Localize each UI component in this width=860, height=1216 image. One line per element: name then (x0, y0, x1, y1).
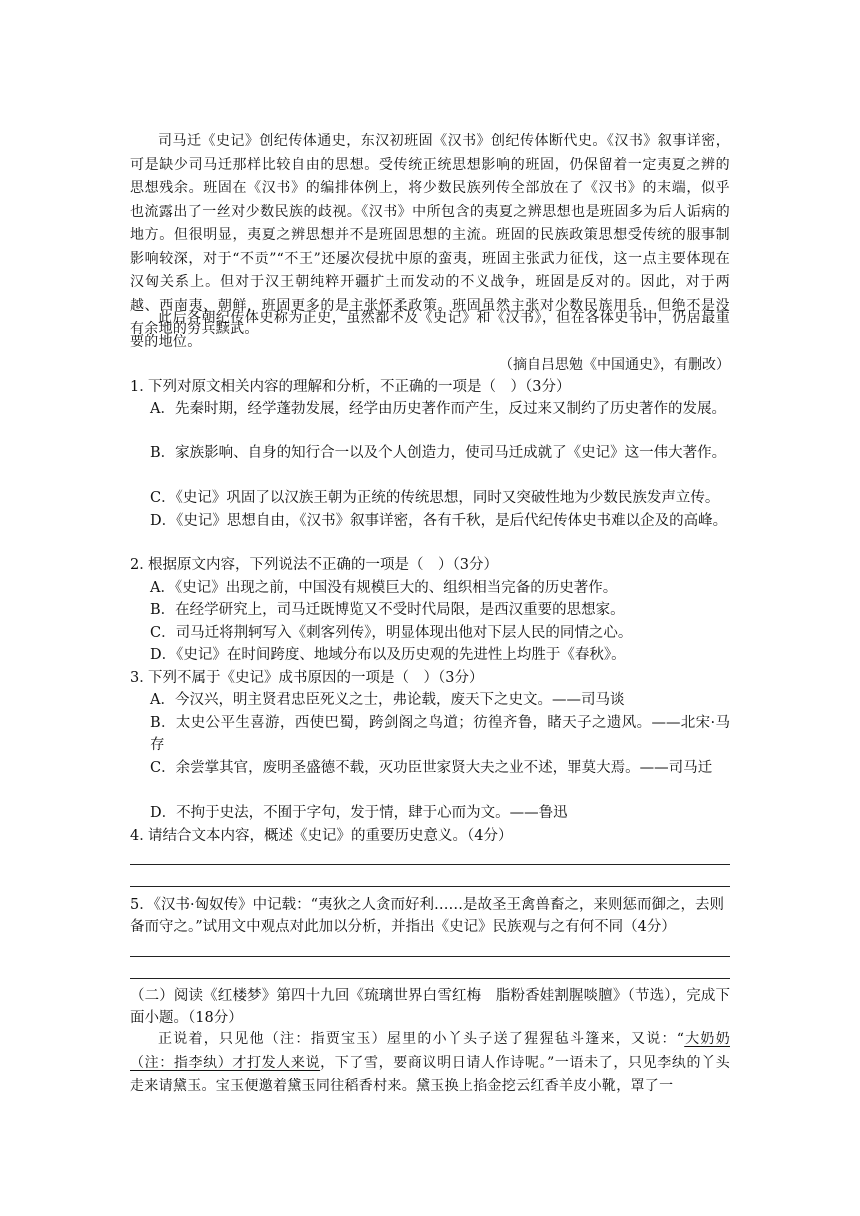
q2-option-d: D．《史记》在时间跨度、地域分布以及历史观的先进性上均胜于《春秋》。 (150, 647, 626, 663)
paragraph-text: ，下了雪，要商议明日请人作诗呢。”一语未了，只见李纨的丫头走来请黛玉。宝玉便邀着黛玉同往稻香村来。黛玉换上掐金挖云红香羊皮小靴，罩了一 (130, 1054, 731, 1094)
question-stem: 《汉书·匈奴传》中记载：“夷狄之人贪而好利……是故圣王禽兽畜之，来则惩而御之，去则备而守之。”试用文中观点对此加以分析，并指出《史记》民族观与之有何不同（4分） (130, 897, 725, 935)
q3-option-b: B．太史公平生喜游，西使巴蜀，跨剑阁之鸟道；彷徨齐鲁，睹天子之遗风。——北宋·马存 (150, 715, 730, 753)
question-4 (130, 825, 730, 847)
q2-option-a: A．《史记》出现之前，中国没有规模巨大的、组织相当完备的历史著作。 (150, 580, 618, 596)
q3-option-c: C．余尝掌其官，废明圣盛德不载，灭功臣世家贤大夫之业不述，罪莫大焉。——司马迁 (150, 760, 713, 776)
answer-line[interactable] (130, 886, 730, 887)
passage-paragraph-1: 司马迁《史记》创纪传体通史，东汉初班固《汉书》创纪传体断代史。《汉书》叙事详密，可是缺少司马迁那样比较自由的思想。受传统正统思想影响的班固，仍保留着一定夷夏之辨的思想残余。班固在《汉书》的编排体例上，将少数民族列传全部放在了《汉书》的末端，似乎也流露出了一丝对少数民族的歧视。《汉书》中所包含的夷夏之辨思想也是班固多为后人诟病的地方。但很明显，夷夏之辨思想并不是班固思想的主流。班固的民族政策思想受传统的服事制影响较深，对于“不贡”“不王”还屡次侵扰中原的蛮夷，班固主张武力征伐，这一点主要体现在汉匈关系上。但对于汉王朝纯粹开疆扩土而发动的不义战争，班固是反对的。因此，对于两越、西南夷、朝鲜，班固更多的是主张怀柔政策。班固虽然主张对少数民族用兵，但绝不是没有余地的穷兵黩武。 (130, 133, 730, 337)
q1-option-b: B．家族影响、自身的知行合一以及个人创造力，使司马迁成就了《史记》这一伟大著作。 (150, 445, 727, 461)
question-5 (130, 894, 730, 938)
question-number: 1． (130, 379, 154, 395)
question-1 (130, 376, 730, 398)
q1-option-c: C．《史记》巩固了以汉族王朝为正统的传统思想，同时又突破性地为少数民族发声立传。 (150, 490, 720, 506)
question-2 (130, 554, 730, 576)
q3-option-a: A．今汉兴，明主贤君忠臣死义之士，弗论载，废天下之史文。——司马谈 (150, 692, 625, 708)
question-number: 2． (130, 557, 154, 573)
question-number: 4． (130, 828, 154, 844)
question-stem: 请结合文本内容，概述《史记》的重要历史意义。（4分） (148, 828, 513, 844)
question-stem: 下列不属于《史记》成书原因的一项是（ ）（3分） (148, 670, 484, 686)
passage-paragraph-2: 此后各朝纪传体史称为正史，虽然都不及《史记》和《汉书》，但在各体史书中，仍居最重要的地位。 (130, 310, 730, 350)
q2-option-c: C．司马迁将荆轲写入《刺客列传》，明显体现出他对下层人民的同情之心。 (150, 625, 633, 641)
q1-option-a: A．先秦时期，经学蓬勃发展，经学由历史著作而产生，反过来又制约了历史著作的发展。 (150, 401, 726, 417)
q3-option-d: D．不拘于史法，不囿于字句，发于情，肆于心而为文。——鲁迅 (150, 805, 568, 821)
answer-line[interactable] (130, 978, 730, 979)
question-number: 5． (130, 897, 154, 913)
section-2-heading: （二）阅读《红楼梦》第四十九回《琉璃世界白雪红梅 脂粉香娃割腥啖膻》（节选），完成下面小题。（18分） (130, 988, 730, 1026)
passage-source: （摘自吕思勉《中国通史》，有删改） (499, 357, 730, 373)
q1-option-d: D．《史记》思想自由，《汉书》叙事详密，各有千秋，是后代纪传体史书难以企及的高峰。 (150, 513, 728, 529)
underlined-phrase: 大奶奶（注：指李纨）才打发人来说 (130, 1031, 730, 1071)
paragraph-text: 正说着，只见他（注：指贾宝玉）屋里的小丫头子送了猩猩毡斗篷来，又说：“ (158, 1031, 685, 1047)
answer-line[interactable] (130, 864, 730, 865)
section-2-paragraph (130, 1028, 730, 1099)
q2-option-b: B．在经学研究上，司马迁既博览又不受时代局限，是西汉重要的思想家。 (150, 602, 625, 618)
question-stem: 下列对原文相关内容的理解和分析，不正确的一项是（ ）（3分） (148, 379, 571, 395)
question-3 (130, 667, 730, 689)
question-number: 3． (130, 670, 154, 686)
question-stem: 根据原文内容，下列说法不正确的一项是（ ）（3分） (148, 557, 498, 573)
answer-line[interactable] (130, 956, 730, 957)
